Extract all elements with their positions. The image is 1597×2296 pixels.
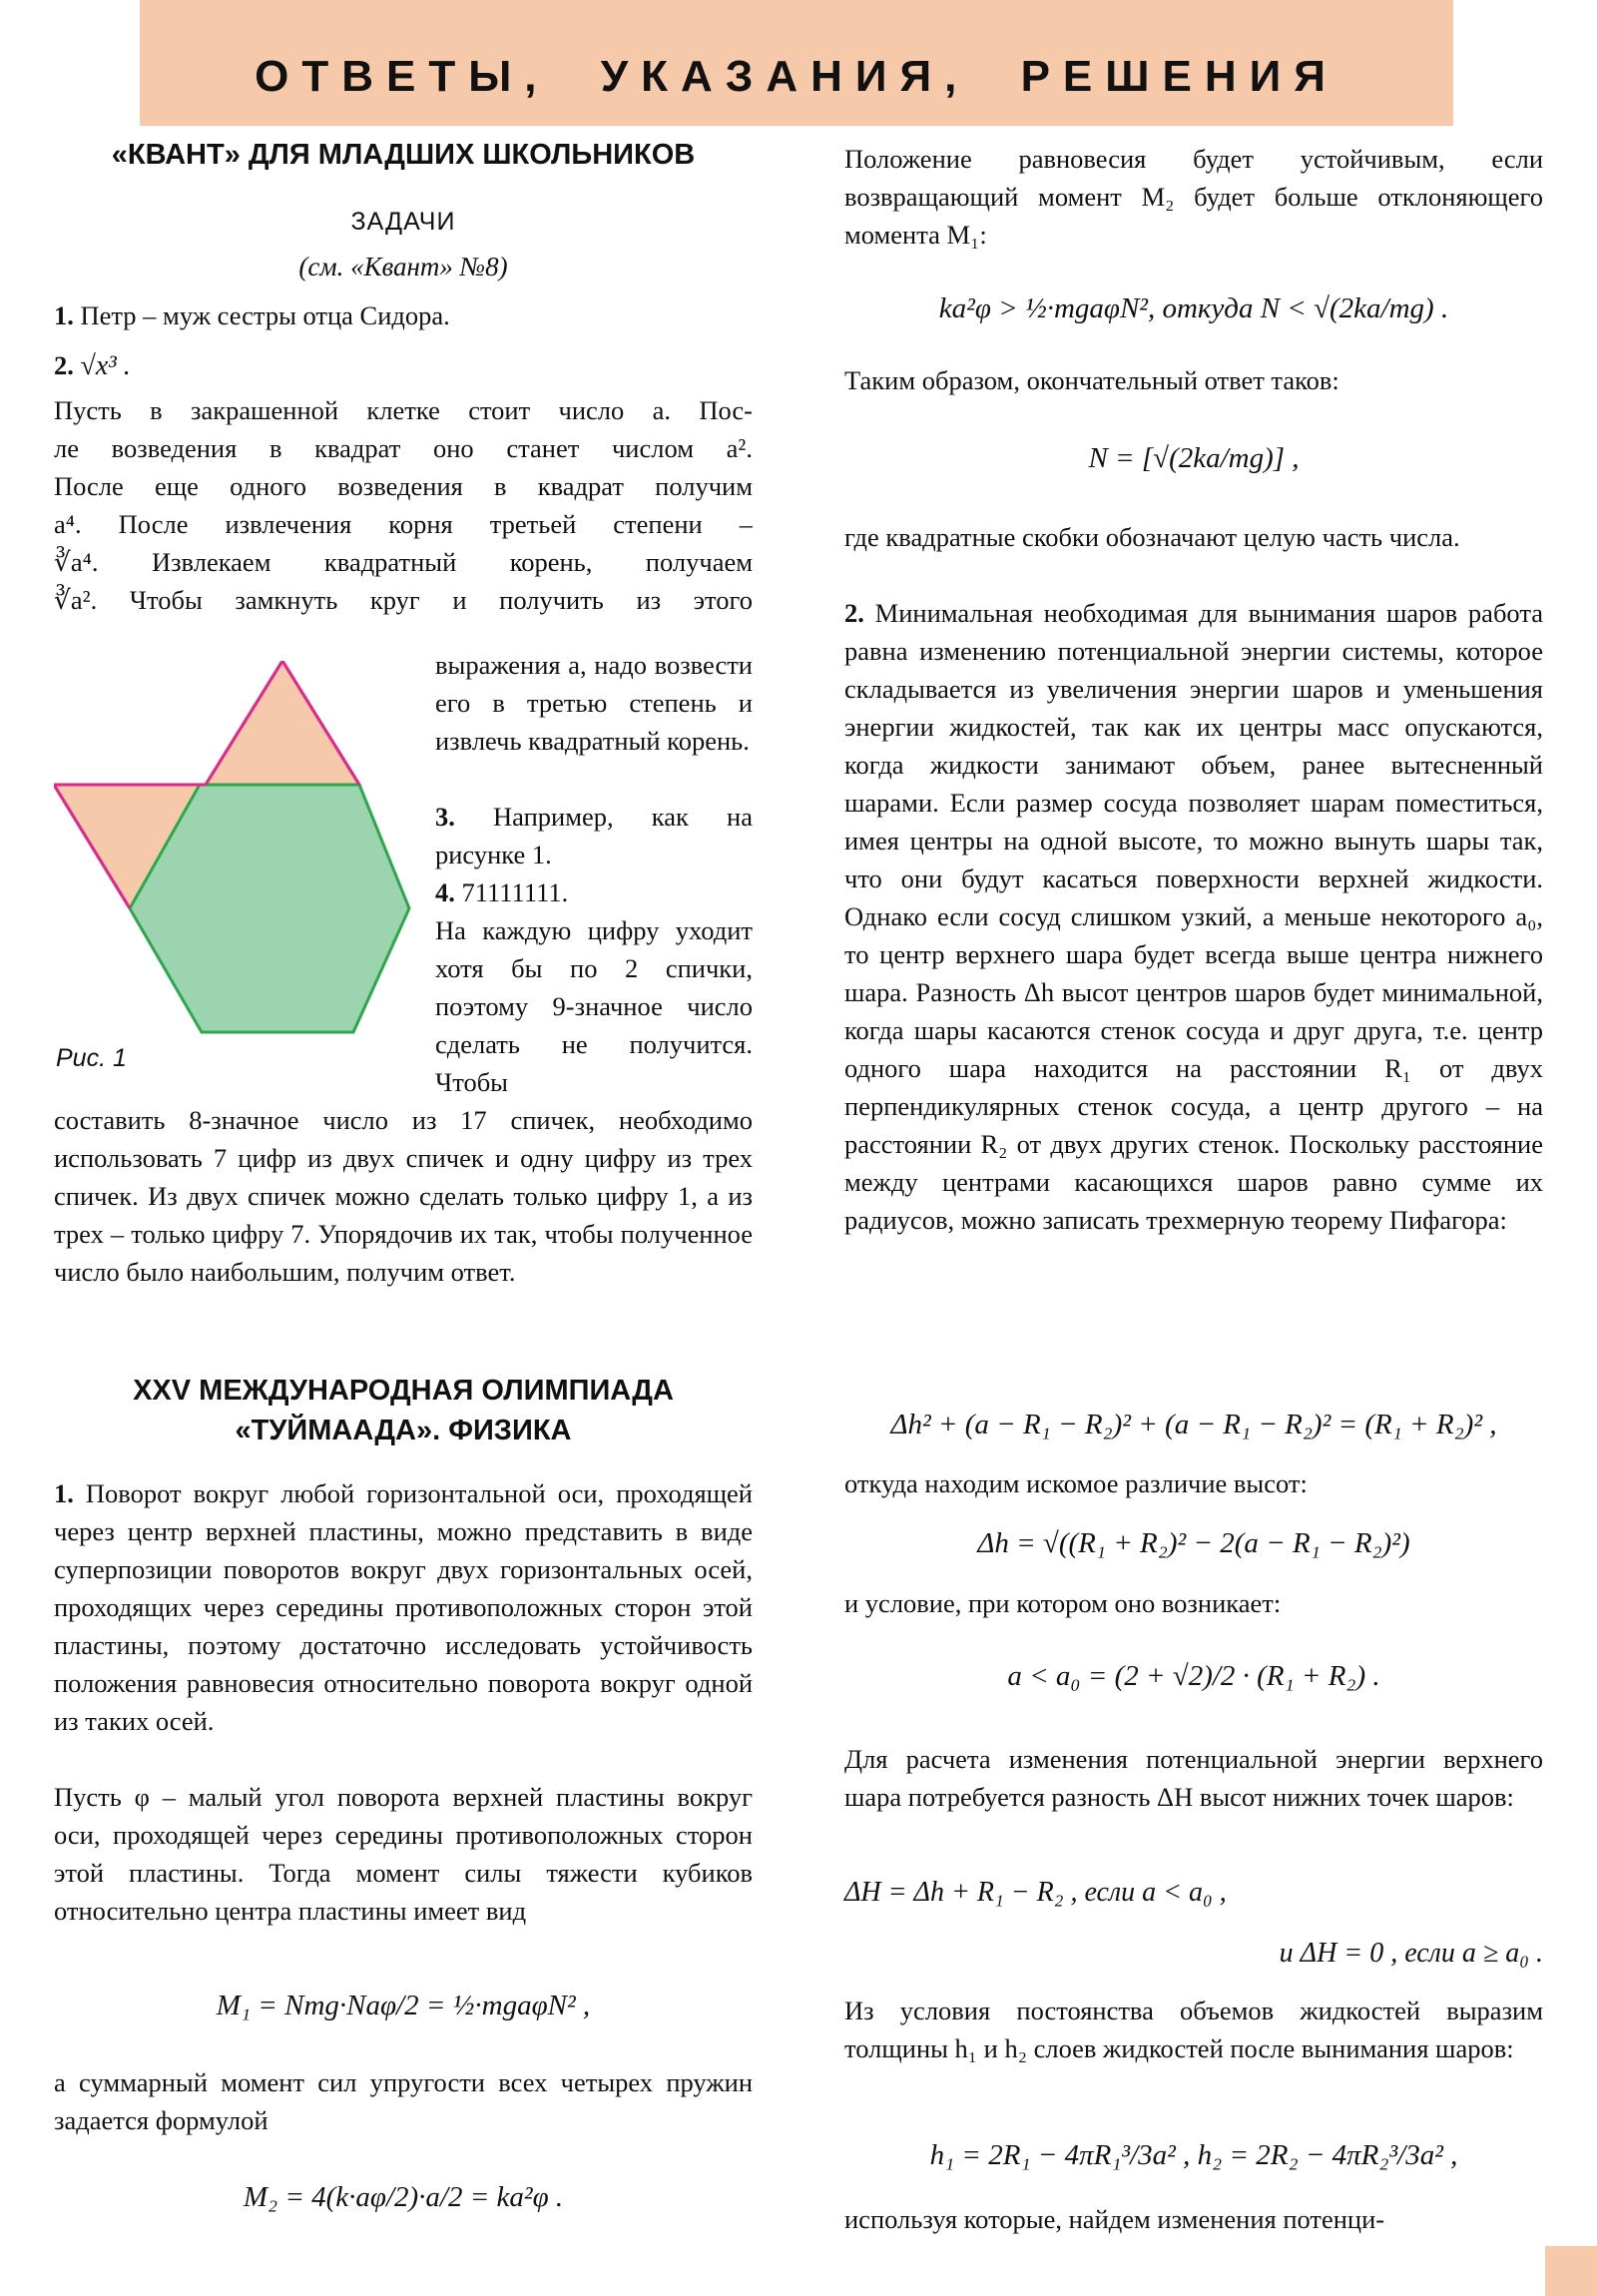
answer-text: 71111111. — [454, 877, 569, 907]
formula-m1: M₁ = Nmg·Naφ/2 = ½·mgaφN² , — [216, 1990, 591, 2021]
figure-caption: Рис. 1 — [56, 1044, 127, 1072]
answer-4-text: На каждую цифру уходит хотя бы по 2 спички, поэтому 9-значное число сделать не получится. Чтобы — [435, 915, 753, 1097]
answer-text: Например, как на рисунке 1. — [435, 802, 753, 869]
olympiad-paragraph: Для расчета изменения потенциальной энергии верхнего шара потребуется разность ΔH высот нижних точек шаров: — [844, 1744, 1543, 1812]
text-line: ∛a⁴. Извлекаем квадратный корень, получаем — [54, 547, 753, 577]
olympiad-paragraph: используя которые, найдем изменения потенци- — [844, 2204, 1385, 2234]
answer-text: Поворот вокруг любой горизонтальной оси, проходящей через центр верхней пластины, можно представить в виде суперпозиции поворотов вокруг двух горизонтальных осей, проходящих через середины противоположных сторон этой пластины, поэтому достаточно исследовать устойчивость положения равновесия относительно поворота вокруг одной из таких осей. — [54, 1478, 753, 1736]
olympiad-paragraph: а суммарный момент сил упругости всех четырех пружин задается формулой — [54, 2067, 753, 2135]
answer-text: Минимальная необходимая для вынимания шаров работа равна изменению потенциальной энергии системы, которое складывается из увеличения энергии шаров и уменьшения энергии жидкостей, так как их центры масс опускаются, когда жидкости занимают объем, ранее вытесненный шарами. Если размер сосуда позволяет шарам поместиться, имея центры на одной высоте, то можно вынуть шары так, что они будут касаться поверхности верхней жидкости. Однако если сосуд слишком узкий, а меньше некоторого a₀, то центр верхнего шара будет всегда выше центра нижнего шара. Разность Δh высот центров шаров будет минимальной, когда шары касаются стенок сосуда и друг друга, т.е. центр одного шара находится на расстоянии R₁ от двух перпендикулярных стенок сосуда, а центр другого – на расстоянии R₂ от двух других стенок. Поскольку расстояние между центрами касающихся шаров равно сумме их радиусов, можно записать трехмерную теорему Пифагора: — [844, 598, 1543, 1235]
answer-number: 3. — [435, 802, 455, 832]
olympiad-answer-2 — [844, 594, 1543, 1239]
answer-number: 2. — [844, 598, 864, 628]
section-title-kvant: «КВАНТ» ДЛЯ МЛАДШИХ ШКОЛЬНИКОВ — [111, 139, 696, 171]
answer-number: 1. — [54, 1478, 74, 1508]
olympiad-paragraph: Таким образом, окончательный ответ таков: — [844, 365, 1339, 395]
text-line: ∛a². Чтобы замкнуть круг и получить из этого — [54, 585, 753, 615]
answer-number: 1. — [54, 300, 74, 330]
olympiad-paragraph: Из условия постоянства объемов жидкостей выразим толщины h₁ и h₂ слоев жидкостей после вынимания шаров: — [844, 1996, 1543, 2063]
top-triangle — [206, 661, 359, 785]
page-title: ОТВЕТЫ, УКАЗАНИЯ, РЕШЕНИЯ — [255, 52, 1338, 101]
corner-tab — [1545, 2246, 1597, 2296]
section-subtitle: ЗАДАЧИ — [350, 208, 456, 236]
answer-number: 2. — [54, 350, 74, 380]
olympiad-answer-1 — [54, 1474, 753, 1740]
answer-4-rest: составить 8-значное число из 17 спичек, необходимо использовать 7 цифр из двух спичек и одну цифру из трех спичек. Из двух спичек можно сделать только цифру 1, а из трех – только цифру 7. Упорядочив их так, чтобы полученное число было наибольшим, получим ответ. — [54, 1105, 753, 1287]
olympiad-paragraph: Положение равновесия будет устойчивым, если возвращающий момент M₂ будет больше отклоняющего момента M₁: — [844, 144, 1543, 250]
formula-answer: N = [√(2ka/mg)] , — [1088, 442, 1300, 474]
issue-reference: (см. «Квант» №8) — [298, 252, 508, 282]
formula-sqrt-x3: √x³ . — [80, 350, 131, 381]
answer-1 — [54, 296, 753, 334]
olympiad-paragraph: Пусть φ – малый угол поворота верхней пластины вокруг оси, проходящей через середины противоположных сторон этой пластины. Тогда момент силы тяжести кубиков относительно центра пластины имеет вид — [54, 1782, 753, 1926]
answer-2-continuation: выражения a, надо возвести его в третью степень и извлечь квадратный корень. — [435, 650, 753, 756]
answer-text: Петр – муж сестры отца Сидора. — [73, 300, 450, 330]
formula-a0: a < a₀ = (2 + √2)/2 · (R₁ + R₂) . — [1007, 1660, 1380, 1692]
section-title-olympiad-line1: XXV МЕЖДУНАРОДНАЯ ОЛИМПИАДА — [133, 1375, 674, 1407]
text-line: После еще одного возведения в квадрат получим — [54, 471, 753, 501]
text-line: Пусть в закрашенной клетке стоит число a. Пос- — [54, 395, 753, 425]
text-line: ле возведения в квадрат оно станет числом a². — [54, 433, 753, 463]
formula-dH1: ΔH = Δh + R₁ − R₂ , если a < a₀ , — [844, 1877, 1227, 1908]
formula-dH2: и ΔH = 0 , если a ≥ a₀ . — [1279, 1938, 1543, 1969]
formula-inequality: ka²φ > ½·mgaφN², откуда N < √(2ka/mg) . — [938, 292, 1449, 324]
section-title-olympiad-line2: «ТУЙМААДА». ФИЗИКА — [235, 1415, 572, 1446]
answer-3 — [435, 798, 753, 873]
answer-4 — [435, 873, 753, 911]
formula-h: h₁ = 2R₁ − 4πR₁³/3a² , h₂ = 2R₂ − 4πR₂³/3a² , — [929, 2139, 1458, 2171]
formula-delta-h: Δh = √((R₁ + R₂)² − 2(a − R₁ − R₂)²) — [977, 1527, 1410, 1559]
text-line: a⁴. После извлечения корня третьей степени – — [54, 509, 753, 539]
answer-2-body — [54, 391, 753, 619]
formula-m2: M₂ = 4(k·aφ/2)·a/2 = ka²φ . — [243, 2181, 564, 2213]
answer-2-head — [54, 346, 753, 385]
olympiad-paragraph: где квадратные скобки обозначают целую часть числа. — [844, 522, 1460, 552]
figure-1 — [54, 661, 433, 1080]
olympiad-paragraph: и условие, при котором оно возникает: — [844, 1588, 1282, 1618]
answer-number: 4. — [435, 877, 455, 907]
olympiad-paragraph: откуда находим искомое различие высот: — [844, 1468, 1308, 1498]
formula-pythagoras: Δh² + (a − R₁ − R₂)² + (a − R₁ − R₂)² = (R₁ + R₂)² , — [890, 1409, 1497, 1440]
